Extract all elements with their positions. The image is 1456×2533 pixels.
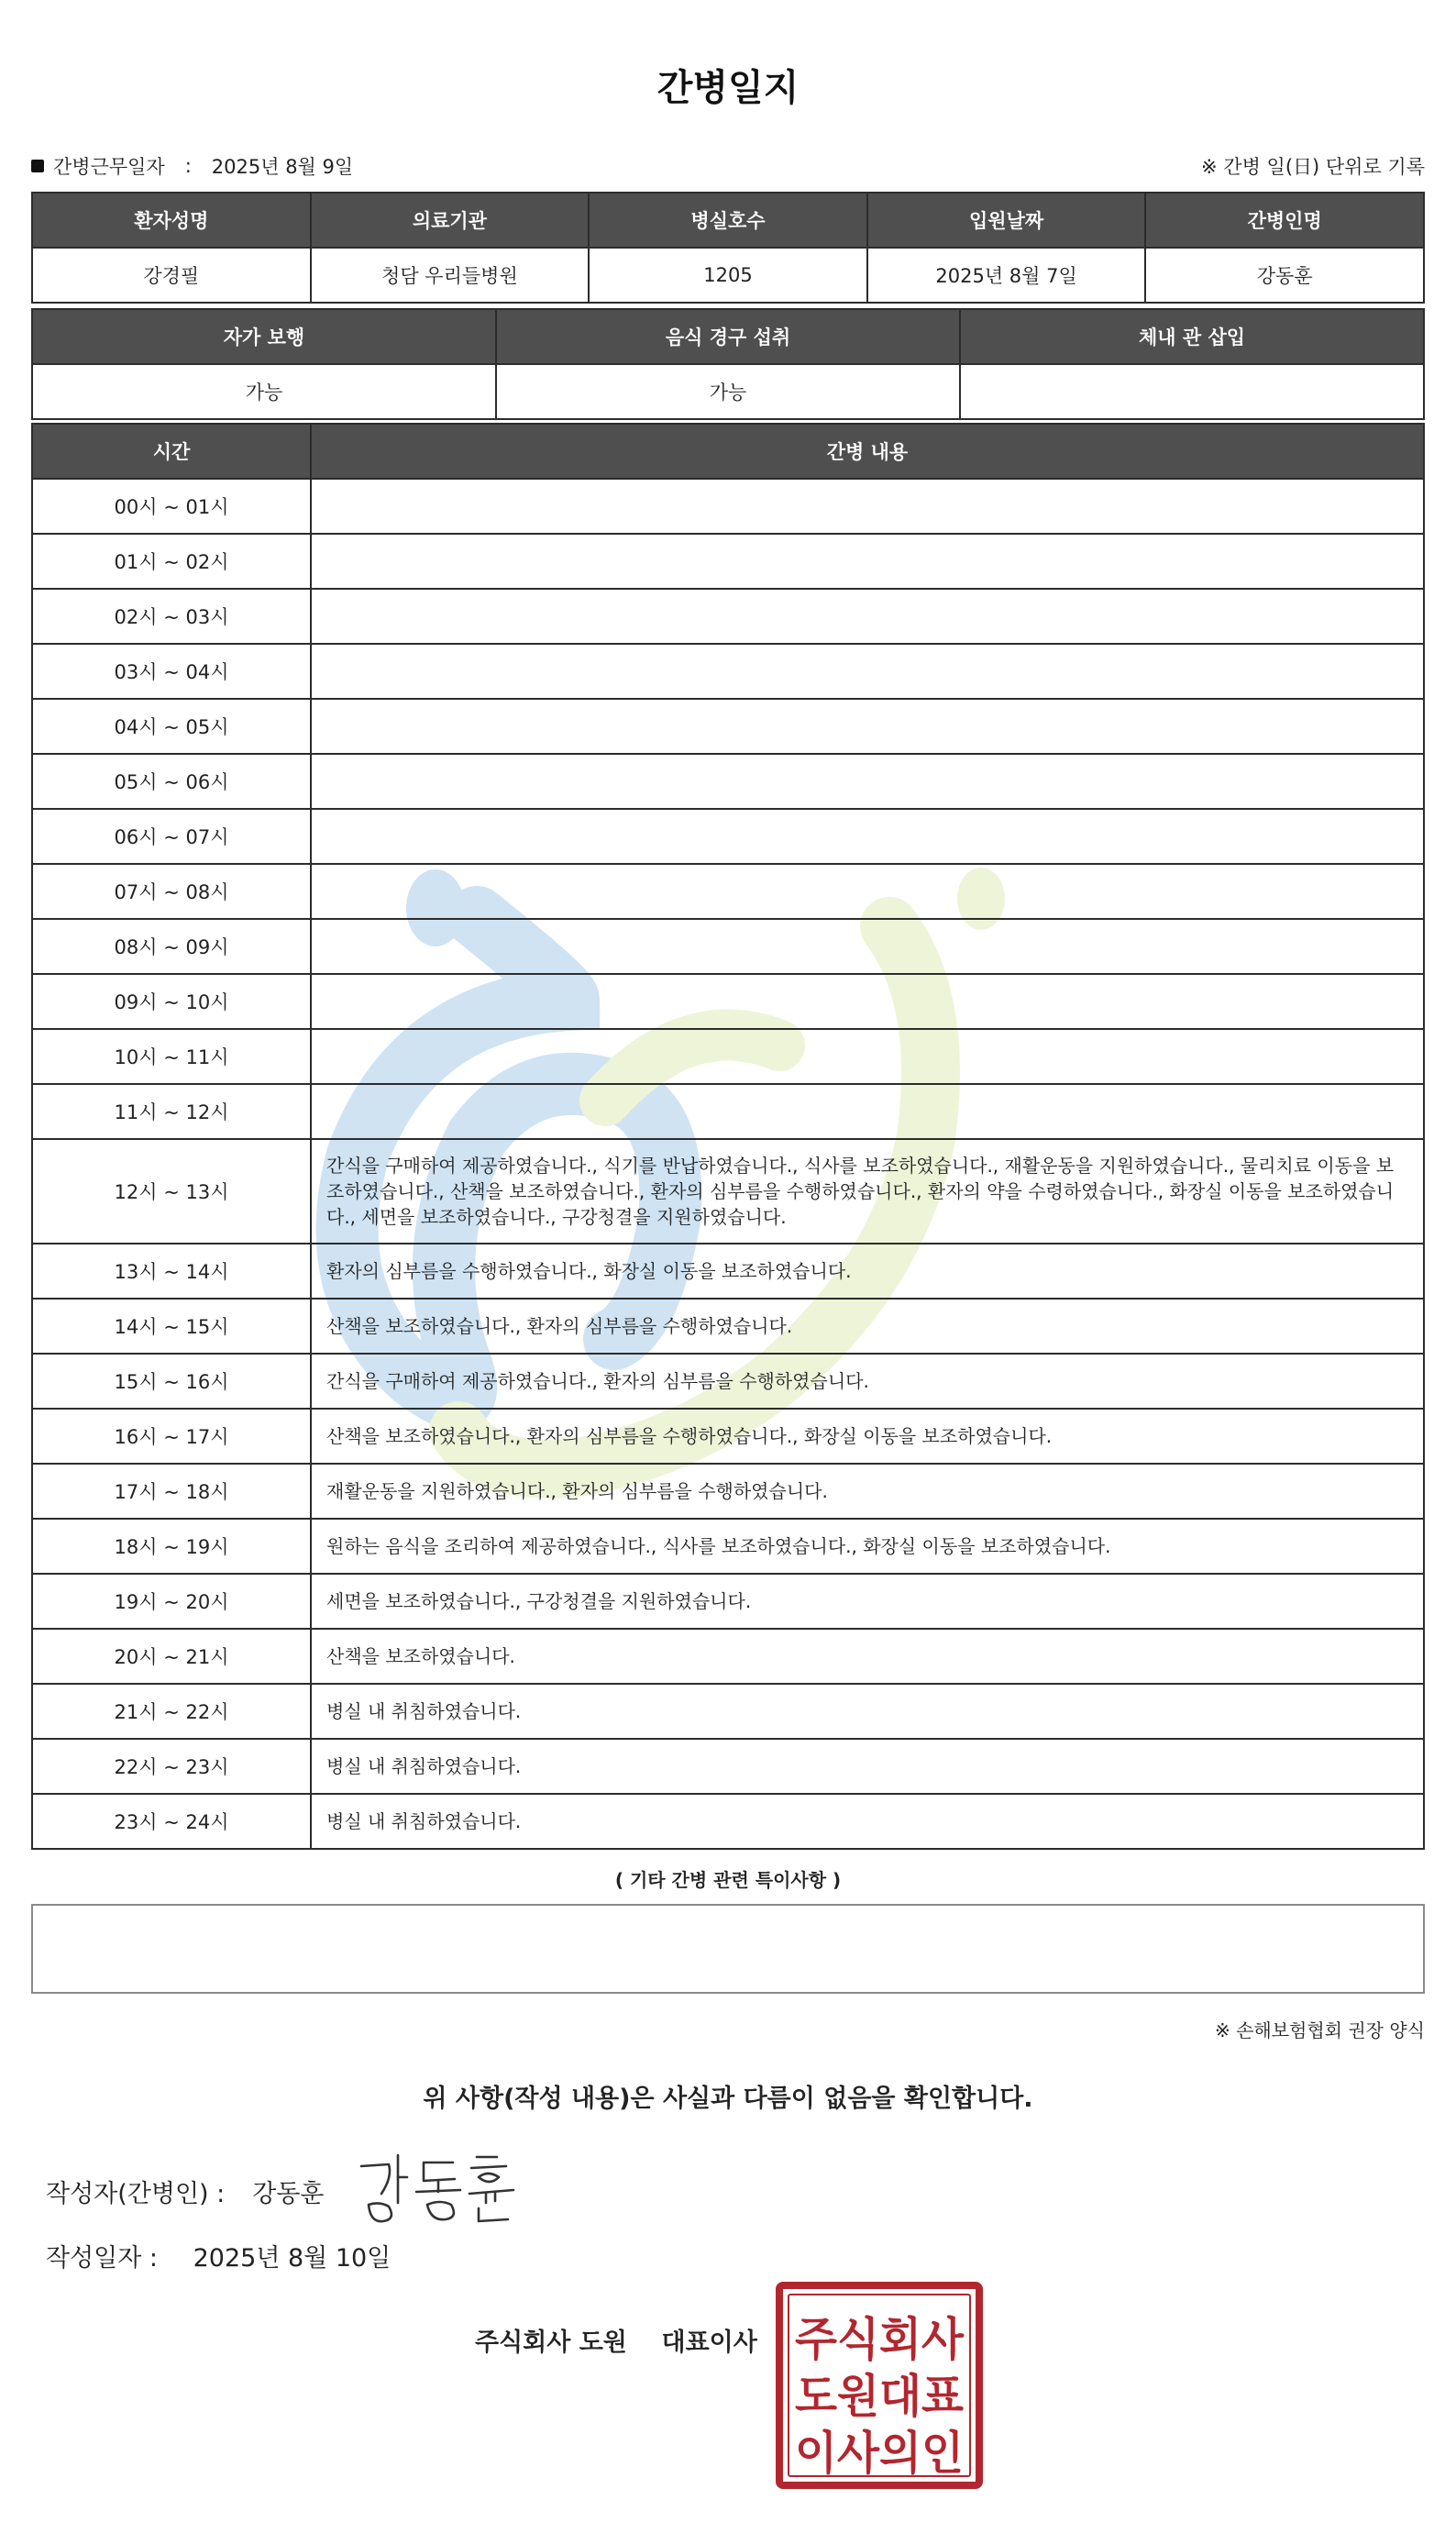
room-number: 1205 (589, 248, 867, 303)
writer-name: 강동훈 (252, 2180, 325, 2208)
care-content: 간식을 구매하여 제공하였습니다., 식기를 반납하였습니다., 식사를 보조하였습니다., 재활운동을 지원하였습니다., 물리치료 이동을 보조하였습니다., 산책을 보조하였습니다., 환자의 심부름을 수행하였습니다., 환자의 약을 수령하였습니다., 화장실 이동을 보조하였습니다., 세면을 보조하였습니다., 구강청결을 지원하였습니다. (311, 1139, 1424, 1244)
table-row (32, 1739, 1424, 1794)
care-content: 산책을 보조하였습니다., 환자의 심부름을 수행하였습니다., 화장실 이동을 보조하였습니다. (311, 1409, 1424, 1464)
care-content: 병실 내 취침하였습니다. (311, 1794, 1424, 1849)
header-time: 시간 (32, 424, 311, 479)
time-slot: 22시 ~ 23시 (32, 1739, 311, 1794)
table-row (32, 1029, 1424, 1084)
svg-text:이사의인: 이사의인 (795, 2427, 964, 2480)
table-row (32, 534, 1424, 589)
care-content: 세면을 보조하였습니다., 구강청결을 지원하였습니다. (311, 1574, 1424, 1629)
time-slot: 02시 ~ 03시 (32, 589, 311, 644)
time-slot: 04시 ~ 05시 (32, 699, 311, 754)
table-row (32, 1244, 1424, 1299)
svg-text:주식회사: 주식회사 (795, 2313, 965, 2366)
care-content: 병실 내 취침하였습니다. (311, 1739, 1424, 1794)
time-slot: 17시 ~ 18시 (32, 1464, 311, 1519)
time-slot: 07시 ~ 08시 (32, 864, 311, 919)
time-slot: 10시 ~ 11시 (32, 1029, 311, 1084)
recommended-form-note: ※ 손해보험협회 권장 양식 (1214, 2019, 1425, 2041)
work-date-label: 간병근무일자 (53, 156, 165, 178)
care-content (311, 699, 1424, 754)
hospital-name: 청담 우리들병원 (311, 248, 590, 303)
company-representative: 주식회사 도원 대표이사 (475, 2328, 757, 2357)
handwritten-signature (352, 2146, 526, 2229)
table-row (32, 974, 1424, 1029)
table-row (32, 644, 1424, 699)
table-row (32, 1139, 1424, 1244)
special-notes-title: ( 기타 간병 관련 특이사항 ) (614, 1869, 842, 1891)
time-slot: 08시 ~ 09시 (32, 919, 311, 974)
table-row (32, 479, 1424, 534)
care-content: 재활운동을 지원하였습니다., 환자의 심부름을 수행하였습니다. (311, 1464, 1424, 1519)
header-self-walking: 자가 보행 (32, 309, 496, 364)
hourly-care-log-table (31, 423, 1425, 1850)
table-row (32, 1684, 1424, 1739)
time-slot: 00시 ~ 01시 (32, 479, 311, 534)
company-seal-stamp (776, 2282, 983, 2489)
time-slot: 21시 ~ 22시 (32, 1684, 311, 1739)
time-slot: 05시 ~ 06시 (32, 754, 311, 809)
care-content (311, 1084, 1424, 1139)
header-oral-intake: 음식 경구 섭취 (496, 309, 960, 364)
header-tube-insertion: 체내 관 삽입 (960, 309, 1424, 364)
confirmation-statement: 위 사항(작성 내용)은 사실과 다름이 없음을 확인합니다. (423, 2085, 1033, 2113)
care-content (311, 754, 1424, 809)
care-content (311, 479, 1424, 534)
time-slot: 20시 ~ 21시 (32, 1629, 311, 1684)
care-content (311, 534, 1424, 589)
record-unit-note: ※ 간병 일(日) 단위로 기록 (1201, 156, 1425, 178)
table-row (32, 1354, 1424, 1409)
table-row (32, 1084, 1424, 1139)
care-content (311, 919, 1424, 974)
table-row (32, 754, 1424, 809)
self-walking-value: 가능 (32, 364, 496, 419)
tube-insertion-value (960, 364, 1424, 419)
care-content (311, 589, 1424, 644)
care-content: 환자의 심부름을 수행하였습니다., 화장실 이동을 보조하였습니다. (311, 1244, 1424, 1299)
work-date-separator: : (184, 155, 192, 177)
written-date-value: 2025년 8월 10일 (193, 2244, 392, 2273)
care-content (311, 809, 1424, 864)
work-date-value: 2025년 8월 9일 (211, 156, 354, 178)
header-care-content: 간병 내용 (311, 424, 1424, 479)
table-row (32, 1464, 1424, 1519)
care-content: 간식을 구매하여 제공하였습니다., 환자의 심부름을 수행하였습니다. (311, 1354, 1424, 1409)
time-slot: 19시 ~ 20시 (32, 1574, 311, 1629)
written-date-label: 작성일자 : (46, 2244, 159, 2273)
care-content (311, 1029, 1424, 1084)
patient-info-table (31, 192, 1425, 304)
header-room: 병실호수 (589, 193, 867, 248)
table-row (32, 809, 1424, 864)
bullet-square-icon (31, 160, 44, 172)
table-row (32, 1299, 1424, 1354)
time-slot: 16시 ~ 17시 (32, 1409, 311, 1464)
header-patient-name: 환자성명 (32, 193, 311, 248)
caregiver-name: 강동훈 (1145, 248, 1424, 303)
time-slot: 03시 ~ 04시 (32, 644, 311, 699)
work-date-line (31, 152, 353, 180)
care-content: 산책을 보조하였습니다. (311, 1629, 1424, 1684)
table-row (32, 864, 1424, 919)
admission-date: 2025년 8월 7일 (867, 248, 1146, 303)
care-content: 산책을 보조하였습니다., 환자의 심부름을 수행하였습니다. (311, 1299, 1424, 1354)
care-content: 원하는 음식을 조리하여 제공하였습니다., 식사를 보조하였습니다., 화장실 이동을 보조하였습니다. (311, 1519, 1424, 1574)
time-slot: 09시 ~ 10시 (32, 974, 311, 1029)
care-content (311, 644, 1424, 699)
care-content (311, 864, 1424, 919)
table-row (32, 699, 1424, 754)
writer-label: 작성자(간병인) : (46, 2180, 226, 2208)
svg-text:도원대표: 도원대표 (795, 2370, 965, 2423)
header-hospital: 의료기관 (311, 193, 590, 248)
time-slot: 06시 ~ 07시 (32, 809, 311, 864)
table-row (32, 1409, 1424, 1464)
care-content: 병실 내 취침하였습니다. (311, 1684, 1424, 1739)
table-row (32, 1794, 1424, 1849)
table-row (32, 1629, 1424, 1684)
table-row (32, 1574, 1424, 1629)
time-slot: 11시 ~ 12시 (32, 1084, 311, 1139)
written-date-line (46, 2238, 391, 2273)
time-slot: 18시 ~ 19시 (32, 1519, 311, 1574)
time-slot: 13시 ~ 14시 (32, 1244, 311, 1299)
time-slot: 14시 ~ 15시 (32, 1299, 311, 1354)
time-slot: 01시 ~ 02시 (32, 534, 311, 589)
header-caregiver-name: 간병인명 (1145, 193, 1424, 248)
table-row (32, 919, 1424, 974)
table-row (32, 1519, 1424, 1574)
header-admission-date: 입원날짜 (867, 193, 1146, 248)
patient-name: 강경필 (32, 248, 311, 303)
time-slot: 12시 ~ 13시 (32, 1139, 311, 1244)
patient-condition-table (31, 308, 1425, 420)
special-notes-box (31, 1904, 1425, 1994)
time-slot: 15시 ~ 16시 (32, 1354, 311, 1409)
time-slot: 23시 ~ 24시 (32, 1794, 311, 1849)
care-content (311, 974, 1424, 1029)
page-title: 간병일지 (656, 67, 800, 109)
writer-line (46, 2174, 325, 2209)
oral-intake-value: 가능 (496, 364, 960, 419)
table-row (32, 589, 1424, 644)
